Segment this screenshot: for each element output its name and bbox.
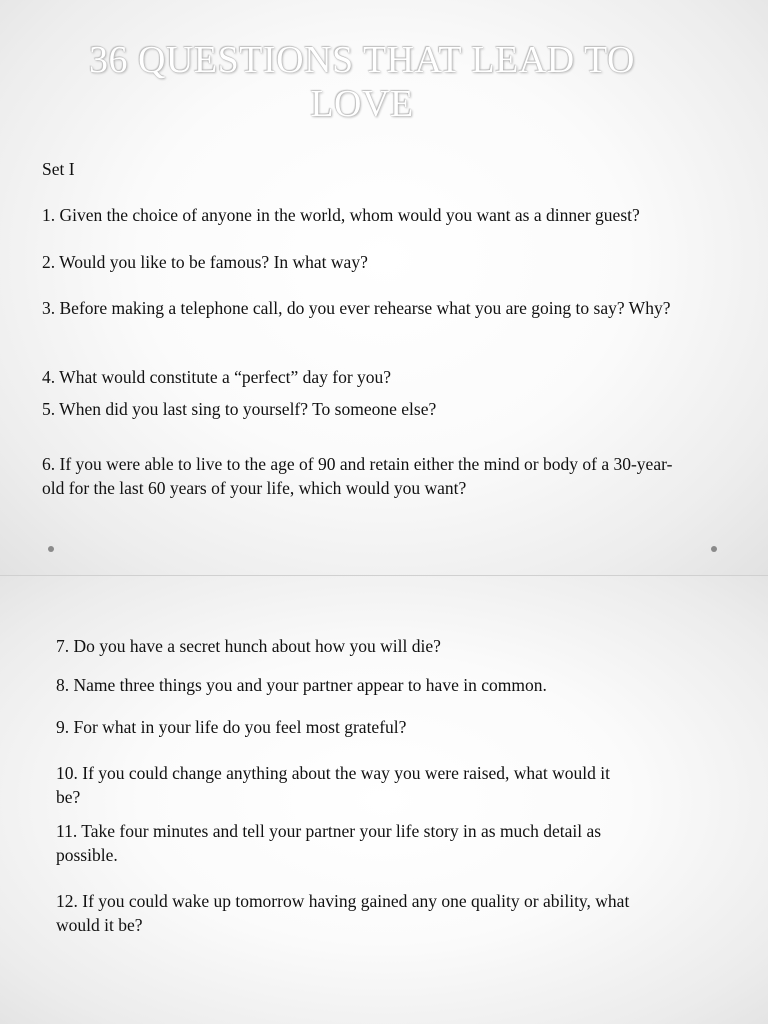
set-label: Set I (42, 159, 75, 179)
question-9: 9. For what in your life do you feel most grateful? (56, 717, 407, 737)
slide-right-dot (711, 546, 717, 552)
slide-left-dot (48, 546, 54, 552)
slide-2 (0, 576, 768, 1024)
question-3: 3. Before making a telephone call, do you ever rehearse what you are going to say? Why? (42, 298, 671, 318)
question-2: 2. Would you like to be famous? In what way? (42, 252, 368, 272)
question-4: 4. What would constitute a “perfect” day for you? (42, 367, 392, 387)
question-11: 11. Take four minutes and tell your partner your life story in as much detail as possible. (56, 821, 602, 865)
question-8: 8. Name three things you and your partner appear to have in common. (56, 675, 547, 695)
question-5: 5. When did you last sing to yourself? To someone else? (42, 399, 437, 419)
question-10: 10. If you could change anything about the way you were raised, what would it be? (56, 763, 611, 807)
question-1: 1. Given the choice of anyone in the world, whom would you want as a dinner guest? (42, 205, 640, 225)
question-12: 12. If you could wake up tomorrow having gained any one quality or ability, what would it be? (56, 891, 630, 935)
question-7: 7. Do you have a secret hunch about how you will die? (56, 636, 441, 656)
slide-title: 36 QUESTIONS THAT LEAD TO LOVE (89, 39, 635, 125)
question-6: 6. If you were able to live to the age of 90 and retain either the mind or body of a 30-year-old for the last 60 years of your life, which would you want? (42, 454, 673, 498)
